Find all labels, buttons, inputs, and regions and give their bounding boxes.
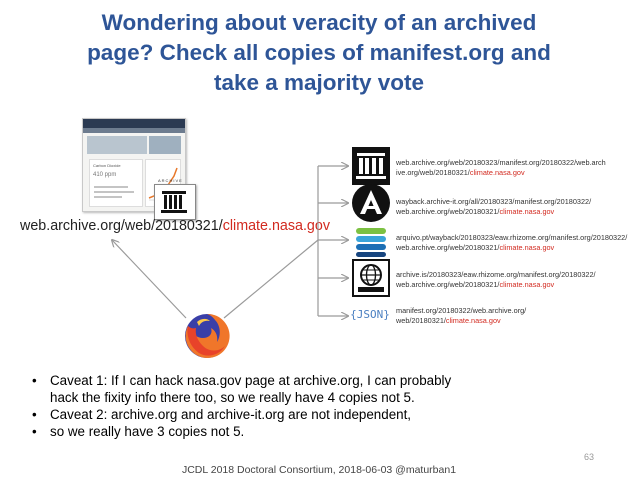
copy-url-3-line-2: web.archive.org/web/20180321/climate.nasa.gov (396, 242, 555, 252)
firefox-icon (183, 312, 231, 360)
slide-footer: JCDL 2018 Doctoral Consortium, 2018-06-03 @maturban1 (181, 464, 457, 476)
copy-url-1-line-1: web.archive.org/web/20180323/manifest.org/20180322/web.arch (396, 158, 606, 167)
copy-url-2-line-1: wayback.archive-it.org/all/20180323/manifest.org/20180322/ (396, 197, 592, 206)
title-line-3: take a majority vote (213, 70, 425, 95)
copy-url-3 (396, 233, 627, 252)
arrow-to-main-url (112, 240, 186, 318)
archive-badge-label: ARCHIVE (158, 178, 183, 183)
caveat-bullets (28, 372, 608, 440)
bullet-1-line-1: Caveat 1: If I can hack nasa.gov page at archive.org, I can probably (50, 373, 452, 388)
arquivo-pt-icon (352, 222, 390, 260)
copy-url-4 (396, 270, 596, 289)
copy-url-2-line-2: web.archive.org/web/20180321/climate.nasa.gov (396, 206, 555, 216)
main-url-prefix: web.archive.org/web/20180321/ (20, 218, 223, 234)
title-line-2: page? Check all copies of manifest.org and (87, 40, 551, 65)
copy-url-1 (396, 158, 606, 177)
copy-url-3-line-1: arquivo.pt/wayback/20180323/eaw.rhizome.org/manifest.org/20180322/ (396, 233, 628, 242)
arrow-to-hub (224, 240, 318, 318)
thumbnail-value: 410 ppm (93, 172, 117, 178)
bullet-item (28, 423, 608, 440)
copy-url-1-line-2: ive.org/web/20180321/climate.nasa.gov (396, 167, 525, 177)
copy-url-5-line-2: web/20180321/climate.nasa.gov (396, 315, 501, 325)
title-line-1: Wondering about veracity of an archived (101, 10, 537, 35)
bullet-3-line-1: so we really have 3 copies not 5. (50, 424, 245, 439)
bullet-item (28, 406, 608, 423)
main-url-highlight: climate.nasa.gov (222, 218, 330, 234)
bullet-item (28, 372, 608, 406)
page-number: 63 (583, 452, 594, 462)
copy-url-5 (396, 306, 526, 325)
internet-archive-icon (352, 147, 390, 185)
copy-url-2 (396, 197, 591, 216)
copy-url-5-line-1: manifest.org/20180322/web.archive.org/ (396, 306, 527, 315)
json-icon: {JSON} (350, 308, 390, 321)
thumbnail-heading: Carbon Dioxide (93, 163, 121, 168)
bullet-2-line-1: Caveat 2: archive.org and archive-it.org are not independent, (50, 407, 412, 422)
bullet-1-line-2: hack the fixity info there too, so we really have 4 copies not 5. (50, 390, 415, 405)
copy-url-4-line-2: web.archive.org/web/20180321/climate.nasa.gov (396, 279, 555, 289)
copy-url-4-line-1: archive.is/20180323/eaw.rhizome.org/manifest.org/20180322/ (396, 270, 596, 279)
archive-it-icon (352, 184, 390, 222)
archive-is-icon (352, 259, 390, 297)
